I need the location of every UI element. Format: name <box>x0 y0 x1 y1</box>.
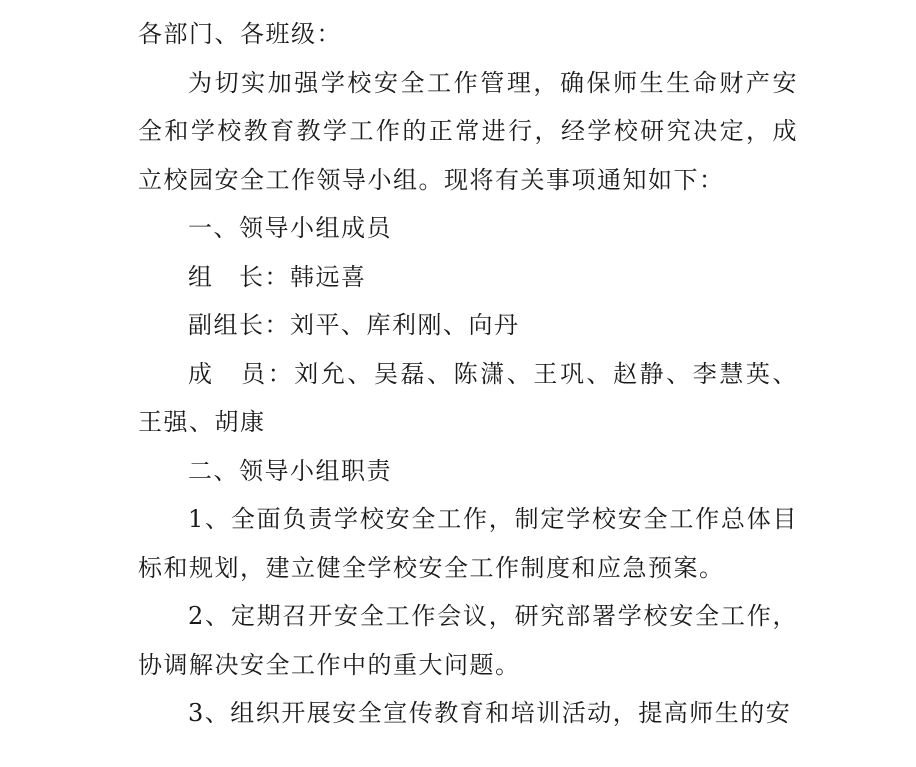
leader-line: 组 长：韩远喜 <box>188 262 367 291</box>
duty-item-3: 3、组织开展安全宣传教育和培训活动，提高师生的安 <box>188 699 792 727</box>
deputy-leaders-line: 副组长：刘平、库利刚、向丹 <box>188 311 520 339</box>
intro-paragraph: 为切实加强学校安全工作管理，确保师生生命财产安全和学校教育教学工作的正常进行，经学校研究决定，成立校园安全工作领导小组。现将有关事项通知如下： <box>138 68 798 194</box>
section-2-heading: 二、领导小组职责 <box>188 456 392 485</box>
salutation: 各部门、各班级： <box>138 20 342 48</box>
section-1-heading: 一、领导小组成员 <box>188 214 392 242</box>
document-body <box>138 10 798 738</box>
duty-item-2: 2、定期召开安全工作会议，研究部署学校安全工作，协调解决安全工作中的重大问题。 <box>138 602 798 679</box>
duty-item-1: 1、全面负责学校安全工作，制定学校安全工作总体目标和规划，建立健全学校安全工作制度和应急预案。 <box>138 505 798 582</box>
members-line: 成 员：刘允、吴磊、陈潇、王巩、赵静、李慧英、王强、胡康 <box>138 359 798 436</box>
